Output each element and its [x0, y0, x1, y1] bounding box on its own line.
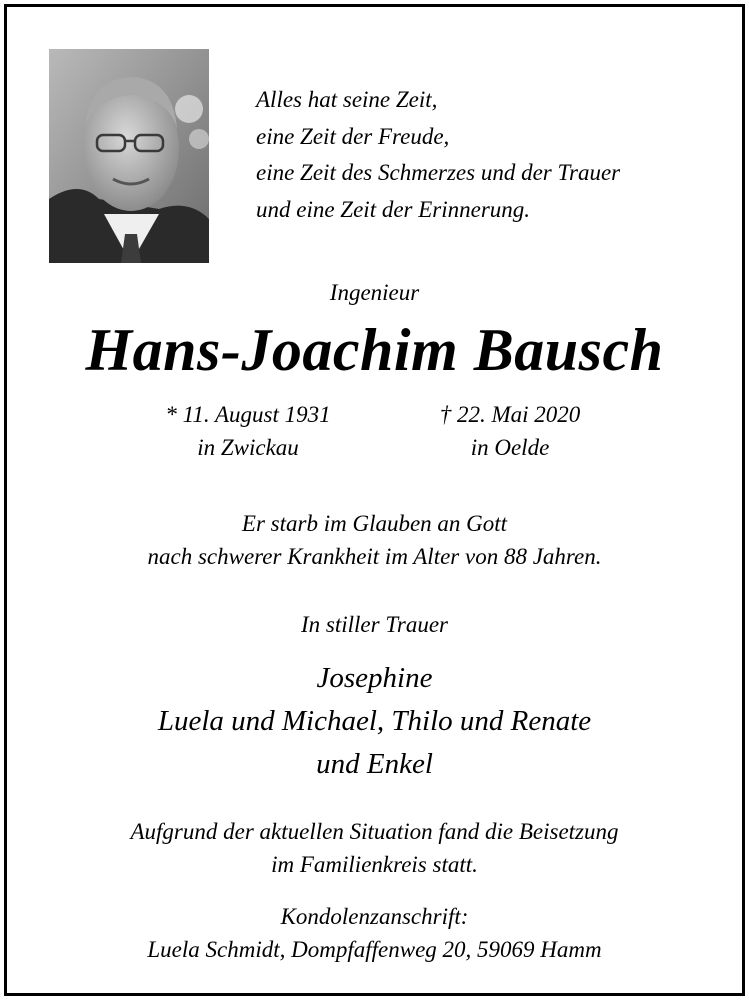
- poem-line: eine Zeit der Freude,: [256, 123, 450, 149]
- poem-line: eine Zeit des Schmerzes und der Trauer: [256, 160, 621, 185]
- birth-place: in Zwickau: [197, 435, 299, 460]
- condolence-address: [0, 900, 749, 966]
- family-member: Luela und Michael, Thilo und Renate: [157, 705, 592, 737]
- family-member: und Enkel: [316, 748, 433, 780]
- burial-line: im Familienkreis statt.: [271, 852, 478, 877]
- mourning-heading: In stiller Trauer: [301, 612, 448, 637]
- deceased-title: Ingenieur: [329, 280, 420, 305]
- poem-line: und eine Zeit der Erinnerung.: [256, 196, 531, 222]
- death-text-line: Er starb im Glauben an Gott: [241, 511, 508, 536]
- death-info: [400, 398, 620, 464]
- poem: [256, 82, 620, 228]
- portrait-photo: [49, 49, 209, 263]
- death-date: † 22. Mai 2020: [439, 402, 581, 427]
- burial-line: Aufgrund der aktuellen Situation fand die Beisetzung: [130, 819, 619, 844]
- death-text: [0, 507, 749, 573]
- contact-label: Kondolenzanschrift:: [280, 904, 469, 929]
- family-member: Josephine: [316, 662, 433, 694]
- death-text-line: nach schwerer Krankheit im Alter von 88 Jahren.: [147, 544, 602, 569]
- burial-note: [0, 815, 749, 881]
- contact-address: Luela Schmidt, Dompfaffenweg 20, 59069 Hamm: [147, 937, 602, 962]
- family-list: [0, 657, 749, 786]
- death-place: in Oelde: [470, 435, 550, 460]
- birth-date: * 11. August 1931: [165, 402, 331, 427]
- deceased-name: Hans-Joachim Bausch: [85, 317, 664, 383]
- poem-line: Alles hat seine Zeit,: [256, 87, 438, 112]
- birth-info: [130, 398, 366, 464]
